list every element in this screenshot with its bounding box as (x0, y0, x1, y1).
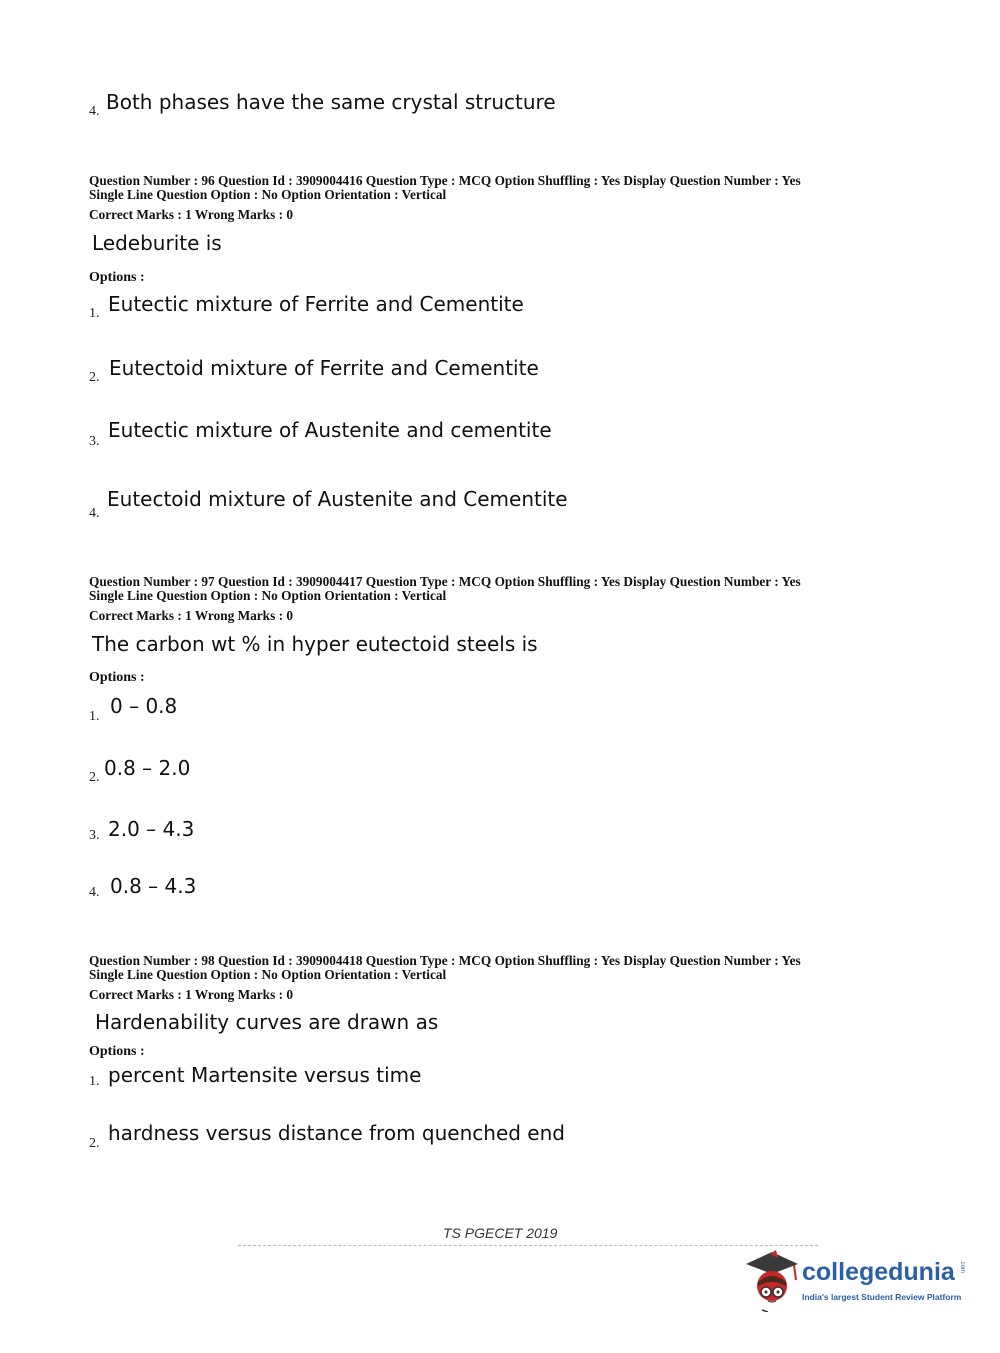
option-text[interactable]: 0.8 – 4.3 (110, 874, 197, 898)
option-number: 2. (89, 1136, 100, 1151)
question-meta: Question Number : 96 Question Id : 3909004416 Question Type : MCQ Option Shuffling : Yes Display Question Number : Yes (89, 173, 801, 188)
question-text: Hardenability curves are drawn as (95, 1010, 439, 1034)
option-number: 4. (89, 104, 100, 119)
option-text: Both phases have the same crystal structure (106, 90, 556, 114)
footer-exam-name: TS PGECET 2019 (443, 1225, 558, 1241)
question-text: The carbon wt % in hyper eutectoid steels is (92, 632, 538, 656)
option-text[interactable]: 0 – 0.8 (110, 694, 178, 718)
option-number: 4. (89, 506, 100, 521)
option-text[interactable]: Eutectoid mixture of Ferrite and Cementite (109, 356, 539, 380)
question-meta-line2: Single Line Question Option : No Option Orientation : Vertical (89, 967, 447, 982)
graduate-mascot-icon (740, 1246, 804, 1312)
question-marks: Correct Marks : 1 Wrong Marks : 0 (89, 207, 293, 222)
option-text[interactable]: hardness versus distance from quenched end (108, 1121, 565, 1145)
option-text[interactable]: 2.0 – 4.3 (108, 817, 195, 841)
question-meta-line2: Single Line Question Option : No Option Orientation : Vertical (89, 588, 447, 603)
option-text[interactable]: Eutectic mixture of Austenite and cementite (108, 418, 552, 442)
question-marks: Correct Marks : 1 Wrong Marks : 0 (89, 608, 293, 623)
question-marks: Correct Marks : 1 Wrong Marks : 0 (89, 987, 293, 1002)
option-number: 2. (89, 370, 100, 385)
logo-tagline: India's largest Student Review Platform (802, 1292, 962, 1302)
option-text[interactable]: percent Martensite versus time (108, 1063, 422, 1087)
options-label: Options : (89, 270, 145, 285)
option-number: 3. (89, 434, 100, 449)
logo-wordmark: collegedunia (802, 1258, 955, 1286)
question-meta: Question Number : 97 Question Id : 3909004417 Question Type : MCQ Option Shuffling : Yes Display Question Number : Yes (89, 574, 801, 589)
footer-divider (238, 1245, 818, 1246)
option-number: 3. (89, 828, 100, 843)
collegedunia-logo[interactable] (740, 1246, 970, 1314)
logo-domain-suffix: .com (959, 1260, 965, 1274)
option-number: 1. (89, 1074, 100, 1089)
question-meta: Question Number : 98 Question Id : 3909004418 Question Type : MCQ Option Shuffling : Yes Display Question Number : Yes (89, 953, 801, 968)
options-label: Options : (89, 670, 145, 685)
option-text[interactable]: Eutectic mixture of Ferrite and Cementite (108, 292, 524, 316)
question-text: Ledeburite is (92, 231, 222, 255)
options-label: Options : (89, 1044, 145, 1059)
option-number: 1. (89, 709, 100, 724)
question-meta-line2: Single Line Question Option : No Option Orientation : Vertical (89, 187, 447, 202)
option-text[interactable]: Eutectoid mixture of Austenite and Cementite (107, 487, 568, 511)
option-number: 1. (89, 306, 100, 321)
option-number: 4. (89, 885, 100, 900)
option-number: 2. (89, 770, 100, 785)
option-text[interactable]: 0.8 – 2.0 (104, 756, 191, 780)
